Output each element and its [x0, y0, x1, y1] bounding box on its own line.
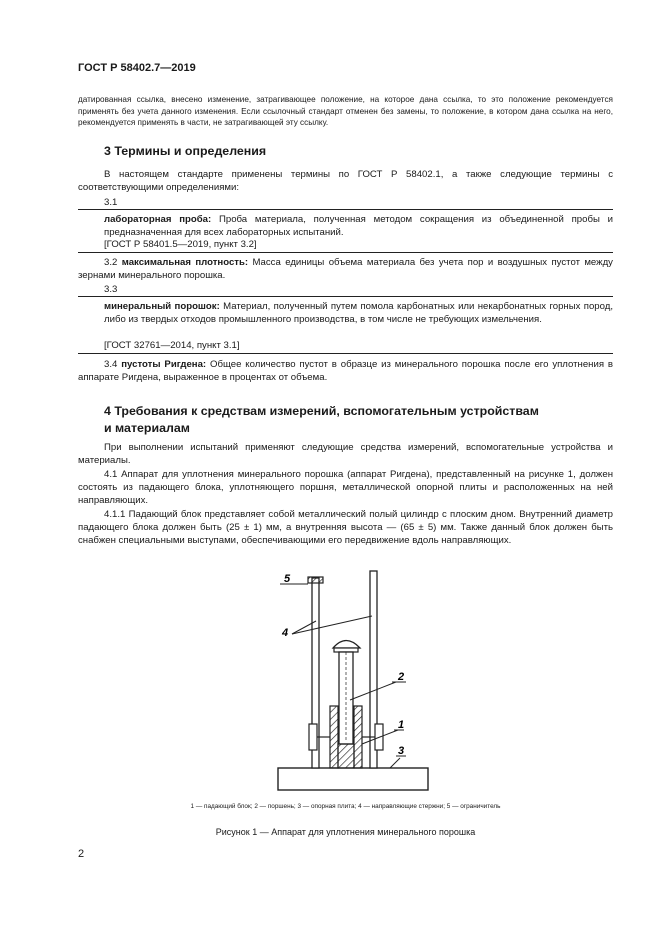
- section-3-lead: В настоящем стандарте применены термины по ГОСТ Р 58402.1, а также следующие термины с соответствующими определениями:: [78, 169, 613, 193]
- limiter: [308, 577, 323, 583]
- base-plate: [278, 768, 428, 790]
- term-3-3-text: Материал, полученный путем помола карбонатных или некарбонатных горных пород, либо из твердых отходов промышленного производства, в том числе не требующих измельчения.: [104, 301, 614, 325]
- term-3-4-term: пустоты Ригдена:: [121, 359, 207, 370]
- term-3-2: [78, 256, 613, 282]
- falling-block-left-wall: [330, 706, 338, 768]
- term-3-1-definition: [78, 210, 613, 239]
- term-3-3-definition: [78, 297, 613, 326]
- label-5: 5: [284, 573, 291, 585]
- left-lug: [309, 724, 317, 750]
- term-3-1-reference: [ГОСТ Р 58401.5—2019, пункт 3.2]: [104, 239, 257, 250]
- term-3-3-term: минеральный порошок:: [104, 301, 220, 312]
- term-3-4-text: Общее количество пустот в образце из минерального порошка после его уплотнения в аппарате Ригдена, выраженное в процентах от объема.: [78, 359, 613, 383]
- page-number: 2: [78, 848, 85, 860]
- figure-title: Рисунок 1 — Аппарат для уплотнения минерального порошка: [215, 827, 476, 837]
- section-4-title-line-1: 4 Требования к средствам измерений, вспомогательным устройствам: [104, 404, 539, 418]
- document-header: ГОСТ Р 58402.7—2019: [78, 62, 196, 74]
- term-3-3-number: 3.3: [104, 284, 118, 295]
- section-3-title: 3 Термины и определения: [104, 144, 267, 158]
- rigden-apparatus-figure: [250, 566, 440, 796]
- label-1: 1: [398, 719, 405, 731]
- piston-head: [333, 641, 360, 649]
- falling-block-right-wall: [354, 706, 362, 768]
- leader-3: [390, 758, 400, 768]
- figure-legend: 1 — падающий блок; 2 — поршень; 3 — опорная плита; 4 — направляющие стержни; 5 — ограничитель: [190, 803, 501, 810]
- section-4-title-line-2: и материалам: [104, 421, 190, 435]
- term-3-1-term: лабораторная проба:: [104, 214, 212, 225]
- label-3: 3: [398, 745, 405, 757]
- term-3-4-number: 3.4: [104, 359, 122, 370]
- term-3-1-number: 3.1: [104, 197, 118, 208]
- term-3-3-reference: [ГОСТ 32761—2014, пункт 3.1]: [104, 340, 240, 351]
- term-3-2-number: 3.2: [104, 257, 122, 268]
- label-4: 4: [282, 627, 289, 639]
- intro-paragraph: датированная ссылка, внесено изменение, затрагивающее положение, на которое дана ссылка, то это положение рекомендуется применять без учета данного изменения. Если ссылочный стандарт отменен без замены, то положение, в котором дана ссылка на него, рекомендуется применять в части, не затрагивающей эту ссылку.: [78, 95, 613, 127]
- term-3-2-text: Масса единицы объема материала без учета пор и воздушных пустот между зернами минерального порошка.: [78, 257, 613, 281]
- section-4-paragraph-1: При выполнении испытаний применяют следующие средства измерений, вспомогательные устройства и материалы.: [78, 442, 613, 466]
- section-4-paragraph-2: 4.1 Аппарат для уплотнения минерального порошка (аппарат Ригдена), представленный на рисунке 1, должен состоять из падающего блока, уплотняющего поршня, металлической опорной плиты и расположенных на ней направляющих.: [78, 469, 613, 506]
- label-2: 2: [398, 671, 405, 683]
- term-3-2-term: максимальная плотность:: [121, 257, 249, 268]
- leader-4b: [292, 616, 372, 634]
- falling-block-bottom: [338, 744, 354, 768]
- term-3-4: [78, 358, 613, 384]
- term-3-1-text: Проба материала, полученная методом сокращения из объединенной пробы и предназначенная для всех лабораторных испытаний.: [104, 214, 613, 238]
- section-4-paragraph-3: 4.1.1 Падающий блок представляет собой металлический полый цилиндр с плоским дном. Внутренний диаметр падающего блока должен быть (25 ± 1) мм, а внутренняя высота — (65 ± 5) мм. Также данный блок должен быть снабжен специальными выступами, обеспечивающими его передвижение вдоль направляющих.: [78, 509, 613, 546]
